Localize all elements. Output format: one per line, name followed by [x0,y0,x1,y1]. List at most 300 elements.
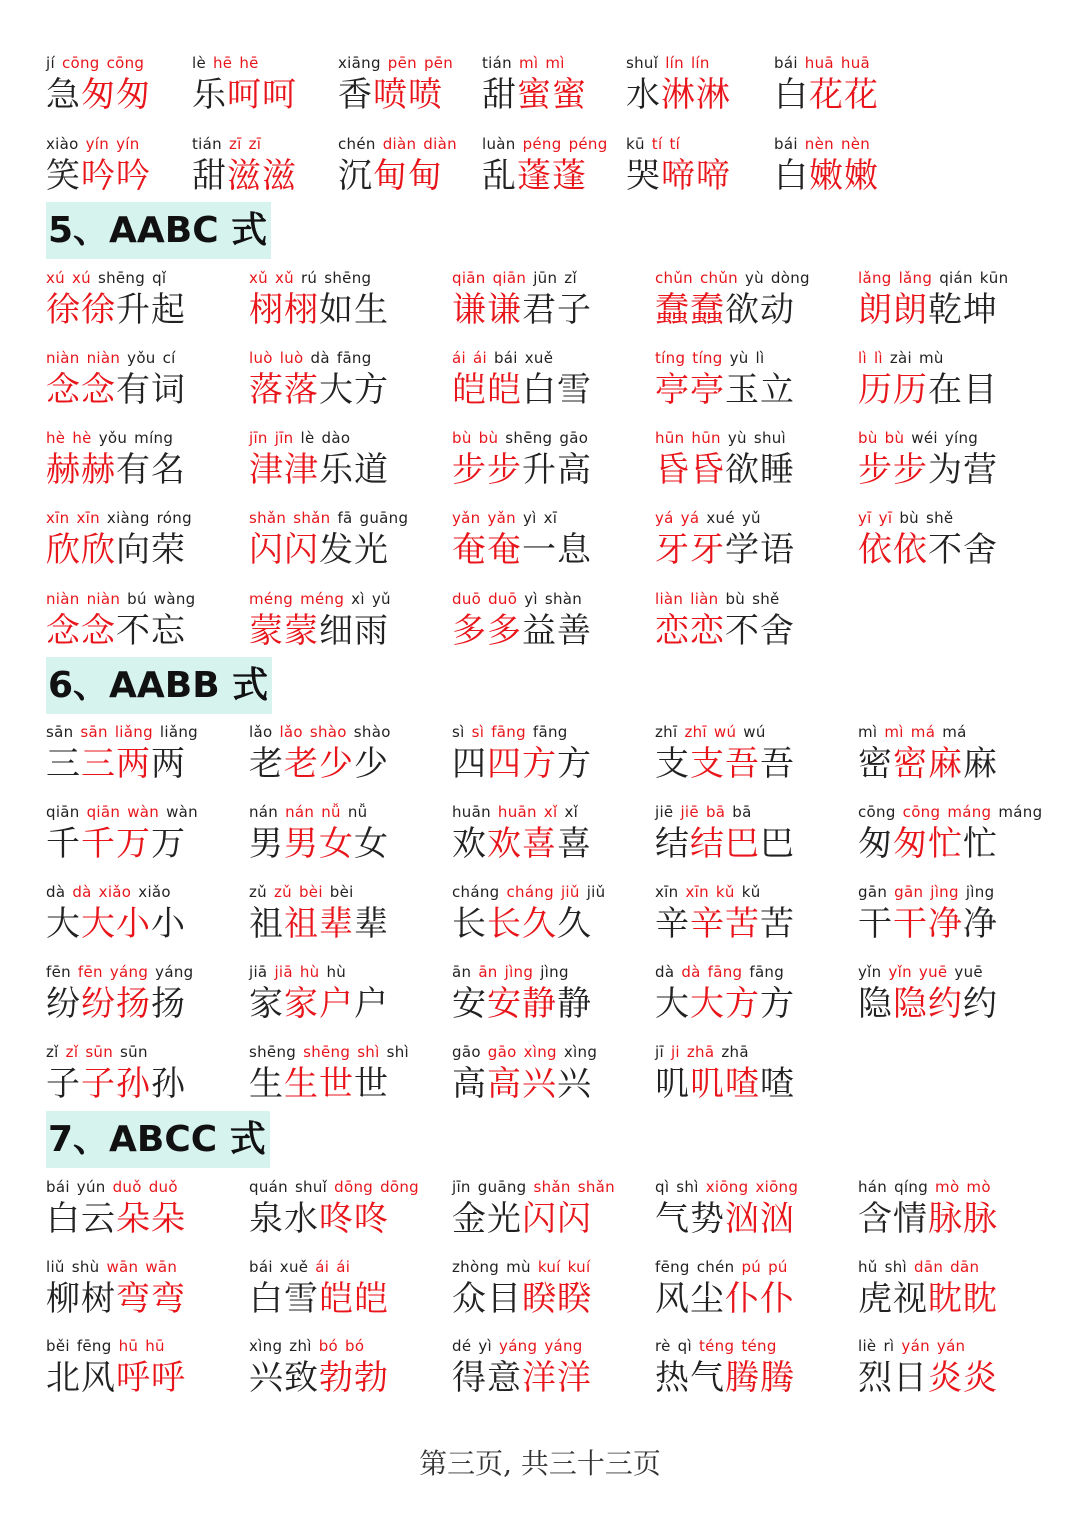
hanzi-line [452,741,592,787]
hanzi-character: 子 [46,1064,80,1104]
pinyin-syllable: lǎo [249,723,273,741]
hanzi-character: 视 [893,1279,927,1319]
pinyin-syllable: qǐ [152,269,167,287]
word-row [0,588,1080,658]
pinyin-syllable: hū [145,1337,165,1355]
pinyin-syllable: nán [285,803,315,821]
pinyin-syllable: ji [670,1043,680,1061]
hanzi-line [655,1061,795,1107]
pinyin-line [452,721,575,743]
hanzi-character: 日 [893,1358,927,1398]
hanzi-character: 喳 [760,1064,794,1104]
pinyin-syllable: liàn [690,590,719,608]
pinyin-syllable: qián [939,269,973,287]
hanzi-line [46,447,186,493]
hanzi-character: 细 [319,611,353,651]
word-entry [452,1335,652,1405]
pinyin-syllable: méng [249,590,294,608]
hanzi-character: 虎 [858,1279,892,1319]
pinyin-line [249,1256,357,1278]
hanzi-line [46,901,186,947]
hanzi-character: 闪 [284,530,318,570]
pinyin-syllable: fēng [655,1258,690,1276]
pinyin-syllable: bó [318,1337,339,1355]
word-row [0,721,1080,791]
pinyin-line [858,507,960,529]
pinyin-line [46,1176,185,1198]
pinyin-syllable: xiāng [338,54,381,72]
word-entry [249,267,449,337]
pinyin-syllable: wú [713,723,737,741]
pinyin-line [192,133,268,155]
word-entry [452,427,652,497]
pinyin-syllable: liè [858,1337,877,1355]
hanzi-line [655,287,795,333]
hanzi-line [249,527,389,573]
hanzi-character: 兴 [557,1064,591,1104]
hanzi-character: 花 [809,75,843,115]
hanzi-character: 乐 [192,75,226,115]
word-entry [858,801,1058,871]
pinyin-syllable: jīn [249,429,268,447]
pinyin-syllable: mò [935,1178,960,1196]
pinyin-line [858,1176,998,1198]
hanzi-line [46,821,186,867]
hanzi-character: 息 [557,530,591,570]
hanzi-character: 麻 [928,744,962,784]
hanzi-line [452,287,592,333]
word-entry [655,721,855,791]
pinyin-syllable: xīn [685,883,709,901]
hanzi-line [249,367,389,413]
hanzi-character: 风 [81,1358,115,1398]
word-row [0,52,1080,122]
word-entry [452,1176,652,1246]
word-entry [249,588,449,658]
hanzi-character: 苦 [760,904,794,944]
hanzi-character: 呵 [262,75,296,115]
pinyin-syllable: xīn [46,509,70,527]
pinyin-syllable: yǒu [98,429,128,447]
hanzi-character: 甜 [482,75,516,115]
pinyin-syllable: jīn [274,429,294,447]
pinyin-syllable: shuǐ [626,54,659,72]
pinyin-syllable: sān [46,723,74,741]
hanzi-character: 眈 [963,1279,997,1319]
word-entry [452,588,652,658]
hanzi-character: 支 [690,744,724,784]
hanzi-character: 三 [46,744,80,784]
pinyin-line [655,1041,756,1063]
word-entry [858,507,1058,577]
hanzi-line [858,527,998,573]
hanzi-character: 牙 [690,530,724,570]
hanzi-character: 善 [557,611,591,651]
hanzi-character: 匆 [893,824,927,864]
hanzi-character: 大 [46,904,80,944]
pinyin-syllable: dào [321,429,351,447]
hanzi-character: 家 [284,984,318,1024]
hanzi-character: 咚 [354,1199,388,1239]
pinyin-syllable: xiǎo [138,883,171,901]
hanzi-character: 洋 [557,1358,591,1398]
pinyin-syllable: xǔ [274,269,294,287]
hanzi-line [46,72,151,118]
pinyin-syllable: yín [85,135,110,153]
pinyin-line [249,427,357,449]
pinyin-line [858,347,951,369]
hanzi-character: 久 [557,904,591,944]
hanzi-character: 坤 [963,290,997,330]
hanzi-character: 不 [116,611,150,651]
word-row [0,1256,1080,1326]
pinyin-line [858,881,1001,903]
hanzi-character: 长 [487,904,521,944]
pinyin-syllable: shēng [249,1043,297,1061]
hanzi-character: 蓬 [517,156,551,196]
hanzi-character: 笑 [46,156,80,196]
pinyin-syllable: xǐ [564,803,579,821]
hanzi-character: 赫 [81,450,115,490]
word-entry [46,427,246,497]
hanzi-character: 栩 [284,290,318,330]
word-entry [249,1176,449,1246]
pinyin-syllable: hè [46,429,66,447]
pinyin-syllable: qiān [86,803,121,821]
pinyin-syllable: niàn [46,349,80,367]
pinyin-syllable: wān [106,1258,139,1276]
hanzi-character: 睽 [557,1279,591,1319]
pinyin-syllable: huā [804,54,834,72]
pinyin-syllable: gān [858,883,888,901]
hanzi-character: 两 [151,744,185,784]
pinyin-line [249,961,353,983]
hanzi-character: 密 [893,744,927,784]
pinyin-line [452,961,576,983]
hanzi-line [249,1061,389,1107]
pinyin-syllable: ái [472,349,487,367]
word-row [0,507,1080,577]
hanzi-character: 风 [655,1279,689,1319]
hanzi-character: 兴 [522,1064,556,1104]
pinyin-syllable: dà [681,963,701,981]
pinyin-syllable: sì [452,723,465,741]
pinyin-syllable: máng [998,803,1043,821]
hanzi-character: 隐 [858,984,892,1024]
hanzi-character: 方 [557,744,591,784]
hanzi-character: 巴 [725,824,759,864]
pinyin-syllable: huān [497,803,537,821]
hanzi-character: 孙 [116,1064,150,1104]
hanzi-line [46,527,186,573]
pinyin-syllable: yǎn [487,509,516,527]
pinyin-line [338,133,464,155]
word-row [0,133,1080,203]
hanzi-character: 大 [655,984,689,1024]
pinyin-syllable: jī [655,1043,664,1061]
word-entry [774,52,974,122]
hanzi-character: 香 [338,75,372,115]
pinyin-line [858,1335,972,1357]
hanzi-character: 朗 [893,290,927,330]
hanzi-character: 徐 [46,290,80,330]
hanzi-line [452,367,592,413]
pinyin-syllable: xì [351,590,365,608]
word-entry [249,801,449,871]
pinyin-syllable: ān [478,963,498,981]
pinyin-syllable: diàn [423,135,457,153]
pinyin-syllable: guāng [359,509,409,527]
pinyin-syllable: lǎo [279,723,303,741]
pinyin-syllable: yáng [544,1337,583,1355]
hanzi-character: 麻 [963,744,997,784]
hanzi-character: 立 [760,370,794,410]
pinyin-line [655,721,773,743]
pinyin-syllable: duō [488,590,518,608]
hanzi-character: 荣 [151,530,185,570]
word-entry [858,1335,1058,1405]
hanzi-line [249,1276,389,1322]
pinyin-syllable: bèi [298,883,323,901]
pinyin-line [46,1335,172,1357]
hanzi-line [452,1276,592,1322]
hanzi-character: 女 [354,824,388,864]
pinyin-syllable: rì [883,1337,895,1355]
hanzi-character: 栩 [249,290,283,330]
pinyin-syllable: yì [524,590,538,608]
hanzi-character: 徐 [81,290,115,330]
pinyin-syllable: bái [46,1178,70,1196]
pinyin-syllable: yuē [918,963,948,981]
pinyin-line [655,507,768,529]
pinyin-syllable: cōng [61,54,100,72]
pinyin-line [858,1256,986,1278]
hanzi-character: 小 [151,904,185,944]
pinyin-syllable: niàn [86,349,121,367]
hanzi-character: 滋 [262,156,296,196]
pinyin-syllable: kūn [979,269,1009,287]
hanzi-character: 喳 [725,1064,759,1104]
pinyin-syllable: quán [249,1178,288,1196]
pinyin-line [46,801,205,823]
pinyin-syllable: rú [300,269,318,287]
hanzi-character: 汹 [760,1199,794,1239]
hanzi-character: 玉 [725,370,759,410]
pinyin-line [46,1041,155,1063]
pinyin-syllable: lín [690,54,710,72]
pinyin-syllable: xiōng [755,1178,799,1196]
hanzi-character: 光 [354,530,388,570]
hanzi-line [249,821,389,867]
pinyin-line [46,427,180,449]
hanzi-character: 扬 [151,984,185,1024]
hanzi-character: 扬 [116,984,150,1024]
hanzi-character: 结 [690,824,724,864]
pinyin-line [482,52,572,74]
pinyin-line [249,801,374,823]
pinyin-syllable: bó [345,1337,365,1355]
pinyin-syllable: jìng [504,963,534,981]
pinyin-syllable: xīn [655,883,679,901]
pinyin-syllable: pú [768,1258,788,1276]
pinyin-syllable: luàn [482,135,516,153]
pinyin-syllable: yù [729,349,749,367]
pinyin-syllable: nán [249,803,279,821]
hanzi-character: 气 [690,1358,724,1398]
hanzi-character: 叽 [690,1064,724,1104]
pinyin-syllable: jìng [930,883,959,901]
hanzi-character: 脉 [928,1199,962,1239]
hanzi-character: 意 [487,1358,521,1398]
word-entry [46,267,246,337]
hanzi-character: 仆 [760,1279,794,1319]
hanzi-line [858,821,998,867]
hanzi-line [858,1355,998,1401]
hanzi-line [249,1196,389,1242]
hanzi-line [655,527,795,573]
pinyin-syllable: qì [655,1178,670,1196]
pinyin-line [655,588,787,610]
pinyin-line [452,507,564,529]
hanzi-character: 三 [81,744,115,784]
pinyin-syllable: lì [873,349,883,367]
word-row [0,881,1080,951]
pinyin-syllable: yáng [499,1337,538,1355]
pinyin-syllable: dà [310,349,330,367]
pinyin-syllable: fēn [46,963,71,981]
hanzi-character: 吾 [760,744,794,784]
pinyin-syllable: zhā [721,1043,749,1061]
hanzi-character: 闪 [557,1199,591,1239]
hanzi-character: 四 [487,744,521,784]
hanzi-character: 依 [893,530,927,570]
hanzi-character: 柳 [46,1279,80,1319]
pinyin-syllable: cōng [902,803,941,821]
hanzi-character: 睽 [522,1279,556,1319]
hanzi-character: 老 [284,744,318,784]
word-entry [452,267,652,337]
hanzi-character: 花 [844,75,878,115]
pinyin-line [46,721,205,743]
hanzi-character: 众 [452,1279,486,1319]
word-entry [655,1041,855,1111]
hanzi-character: 忙 [963,824,997,864]
hanzi-character: 步 [893,450,927,490]
hanzi-character: 甜 [192,156,226,196]
hanzi-line [452,527,592,573]
pinyin-syllable: shě [752,590,780,608]
pinyin-syllable: rè [655,1337,671,1355]
word-entry [858,347,1058,417]
word-entry [655,588,855,658]
hanzi-character: 匆 [116,75,150,115]
pinyin-syllable: kuí [567,1258,591,1276]
pinyin-syllable: sūn [120,1043,148,1061]
pinyin-syllable: shuì [753,429,787,447]
hanzi-line [452,901,592,947]
pinyin-syllable: xīn [76,509,100,527]
hanzi-character: 巴 [760,824,794,864]
hanzi-line [46,153,151,199]
hanzi-line [452,981,592,1027]
pinyin-syllable: xǔ [249,269,268,287]
pinyin-syllable: nèn [840,135,871,153]
hanzi-character: 津 [249,450,283,490]
hanzi-character: 户 [319,984,353,1024]
hanzi-line [46,741,186,787]
hanzi-character: 蓬 [552,156,586,196]
hanzi-character: 欣 [46,530,80,570]
pinyin-syllable: bù [452,429,472,447]
hanzi-line [858,741,998,787]
pinyin-line [655,427,793,449]
pinyin-syllable: dān [914,1258,944,1276]
hanzi-character: 为 [928,450,962,490]
pinyin-line [655,1176,805,1198]
hanzi-character: 孙 [151,1064,185,1104]
pinyin-syllable: shēng [303,1043,351,1061]
pinyin-syllable: yán [936,1337,966,1355]
hanzi-character: 甸 [408,156,442,196]
pinyin-syllable: gān [894,883,924,901]
pinyin-syllable: ái [336,1258,351,1276]
hanzi-character: 干 [858,904,892,944]
pinyin-line [452,427,595,449]
hanzi-character: 益 [522,611,556,651]
word-entry [858,1256,1058,1326]
pinyin-syllable: shì [386,1043,409,1061]
hanzi-character: 子 [557,290,591,330]
pinyin-syllable: yíng [944,429,979,447]
hanzi-character: 子 [81,1064,115,1104]
pinyin-syllable: dà [655,963,675,981]
hanzi-line [452,1355,592,1401]
pinyin-syllable: xú [46,269,65,287]
hanzi-character: 北 [46,1358,80,1398]
pinyin-syllable: yù [744,269,764,287]
word-entry [46,1176,246,1246]
pinyin-syllable: mì [884,723,904,741]
pinyin-syllable: yá [655,509,674,527]
hanzi-character: 步 [487,450,521,490]
hanzi-character: 约 [963,984,997,1024]
hanzi-character: 亭 [690,370,724,410]
hanzi-character: 淋 [696,75,730,115]
word-entry [655,1176,855,1246]
pinyin-line [858,721,974,743]
hanzi-line [192,72,297,118]
hanzi-character: 在 [928,370,962,410]
pinyin-syllable: dà [46,883,66,901]
hanzi-character: 喜 [522,824,556,864]
pinyin-syllable: lǎng [858,269,892,287]
hanzi-line [655,1196,795,1242]
pinyin-syllable: hē [239,54,259,72]
hanzi-character: 家 [249,984,283,1024]
pinyin-syllable: xuě [524,349,554,367]
pinyin-syllable: fāng [532,723,568,741]
pinyin-line [452,1041,604,1063]
hanzi-character: 生 [284,1064,318,1104]
pinyin-line [858,801,1049,823]
pinyin-syllable: fāng [707,963,743,981]
pinyin-syllable: bù [899,509,919,527]
pinyin-syllable: jiē [680,803,699,821]
pinyin-syllable: chǔn [699,269,738,287]
pinyin-syllable: jiē [655,803,674,821]
pinyin-syllable: jiǔ [560,883,580,901]
hanzi-character: 雪 [284,1279,318,1319]
